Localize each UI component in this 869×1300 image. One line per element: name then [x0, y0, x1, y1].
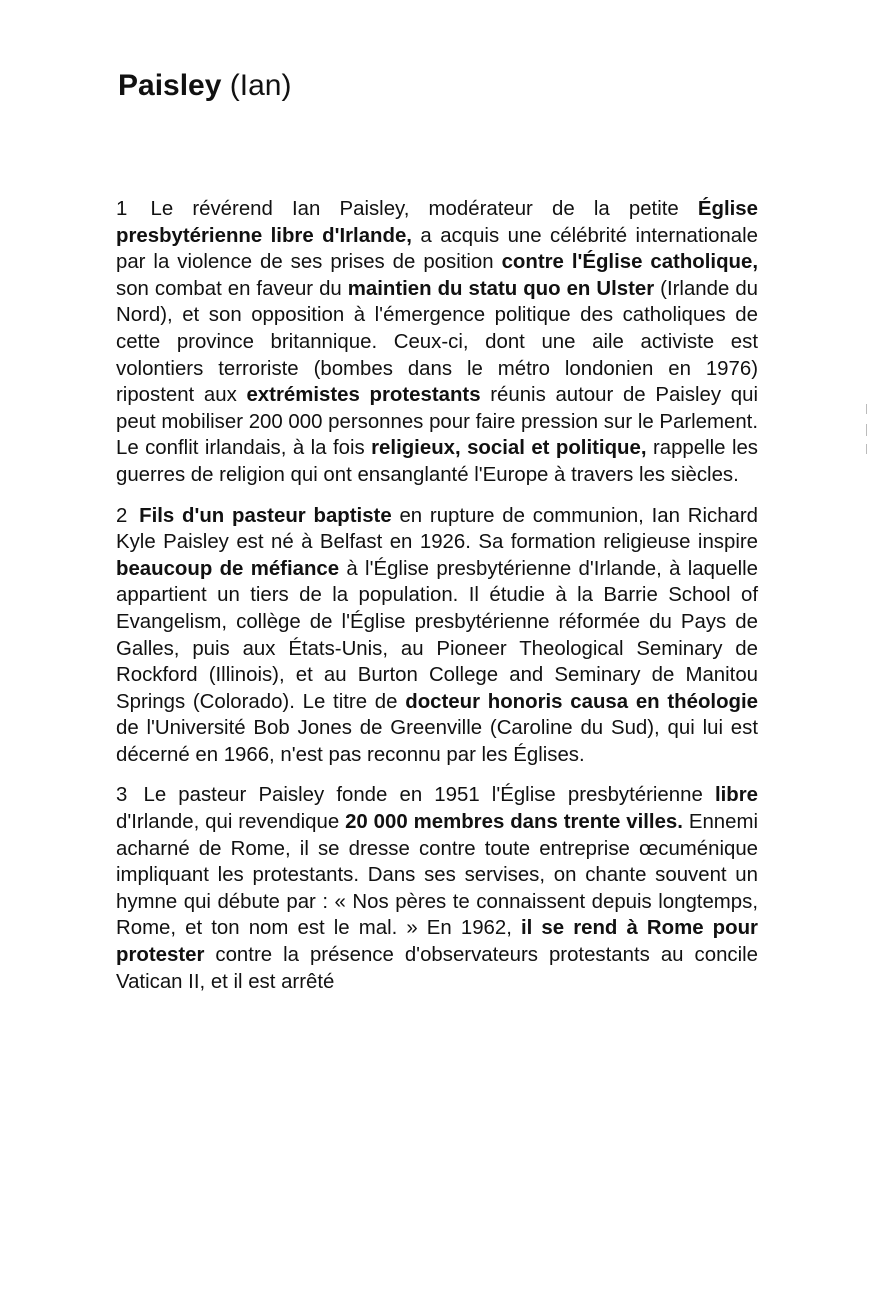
bold-phrase: beaucoup de méfiance: [116, 557, 340, 580]
scan-mark: [866, 404, 867, 414]
scan-mark: [866, 444, 867, 454]
scan-mark: [866, 424, 867, 436]
text-run: Ennemi acharné de Rome, il se dresse contre toute entreprise œcuménique impliquant les protestants. Dans ses servises, on chante souvent un hymne qui débute par : « Nos pères te connaissent depuis longtemps, Rome, et ton nom est le mal. » En 1962,: [116, 811, 759, 940]
text-run: à l'Église presbytérienne d'Irlande, à laquelle appartient un tiers de la population. Il étudie à la Barrie School of Evangelism, collège de l'Église presbytérienne réformée du Pays de Galles, puis aux États-Unis, au Pioneer Theological Seminary de Rockford (Illinois), et au Burton College and Seminary de Manitou Springs (Colorado). Le titre de: [116, 557, 758, 713]
bold-phrase: docteur honoris causa en théologie: [405, 690, 758, 713]
article-body: [116, 196, 758, 995]
bold-phrase: Église presbytérienne libre d'Irlande,: [116, 198, 758, 247]
text-run: Le pasteur Paisley fonde en 1951 l'Église presbytérienne: [143, 784, 715, 807]
text-run: a acquis une célébrité internationale par la violence de ses prises de position: [116, 224, 758, 274]
paragraph-number: 2: [116, 504, 128, 527]
page-title: [118, 66, 291, 106]
bold-phrase: religieux, social et politique,: [371, 437, 647, 460]
text-run: en rupture de communion, Ian Richard Kyle Paisley est né à Belfast en 1926. Sa formation religieuse inspire: [116, 504, 759, 554]
text-run: Le révérend Ian Paisley, modérateur de la petite: [150, 198, 698, 220]
bold-phrase: extrémistes protestants: [246, 384, 481, 407]
text-run: de l'Université Bob Jones de Greenville (Caroline du Sud), qui lui est décerné en 1966, n'est pas reconnu par les Églises.: [116, 717, 758, 766]
text-run: (Irlande du Nord), et son opposition à l'émergence politique des catholiques de cette province britannique. Ceux-ci, dont une aile activiste est volontiers terroriste (bombes dans le métro londonien en 1976) ripostent aux: [116, 277, 758, 407]
bold-phrase: 20 000 membres dans trente villes.: [345, 811, 683, 834]
text-run: rappelle les guerres de religion qui ont ensanglanté l'Europe à travers les siècles.: [116, 437, 759, 486]
bold-phrase: il se rend à Rome pour protester: [116, 917, 758, 967]
bold-phrase: libre: [714, 784, 758, 807]
paragraph: [116, 782, 758, 995]
bold-phrase: Fils d'un pasteur baptiste: [139, 504, 392, 527]
paragraph-number: 3: [116, 784, 128, 807]
paragraph: [116, 503, 758, 769]
text-run: contre la présence d'observateurs protestants au concile Vatican II, et il est arrêté: [116, 944, 758, 993]
bold-phrase: contre l'Église catholique,: [501, 251, 758, 274]
title-given-name: (Ian): [229, 69, 292, 102]
bold-phrase: maintien du statu quo en Ulster: [347, 277, 655, 300]
paragraph-number: 1: [116, 198, 128, 220]
title-surname: Paisley: [118, 69, 222, 102]
text-run: d'Irlande, qui revendique: [116, 811, 346, 834]
text-run: réunis autour de Paisley qui peut mobiliser 200 000 personnes pour faire pression sur le Parlement. Le conflit irlandais, à la fois: [116, 384, 758, 460]
paragraph: [116, 196, 758, 489]
text-run: son combat en faveur du: [116, 277, 348, 300]
